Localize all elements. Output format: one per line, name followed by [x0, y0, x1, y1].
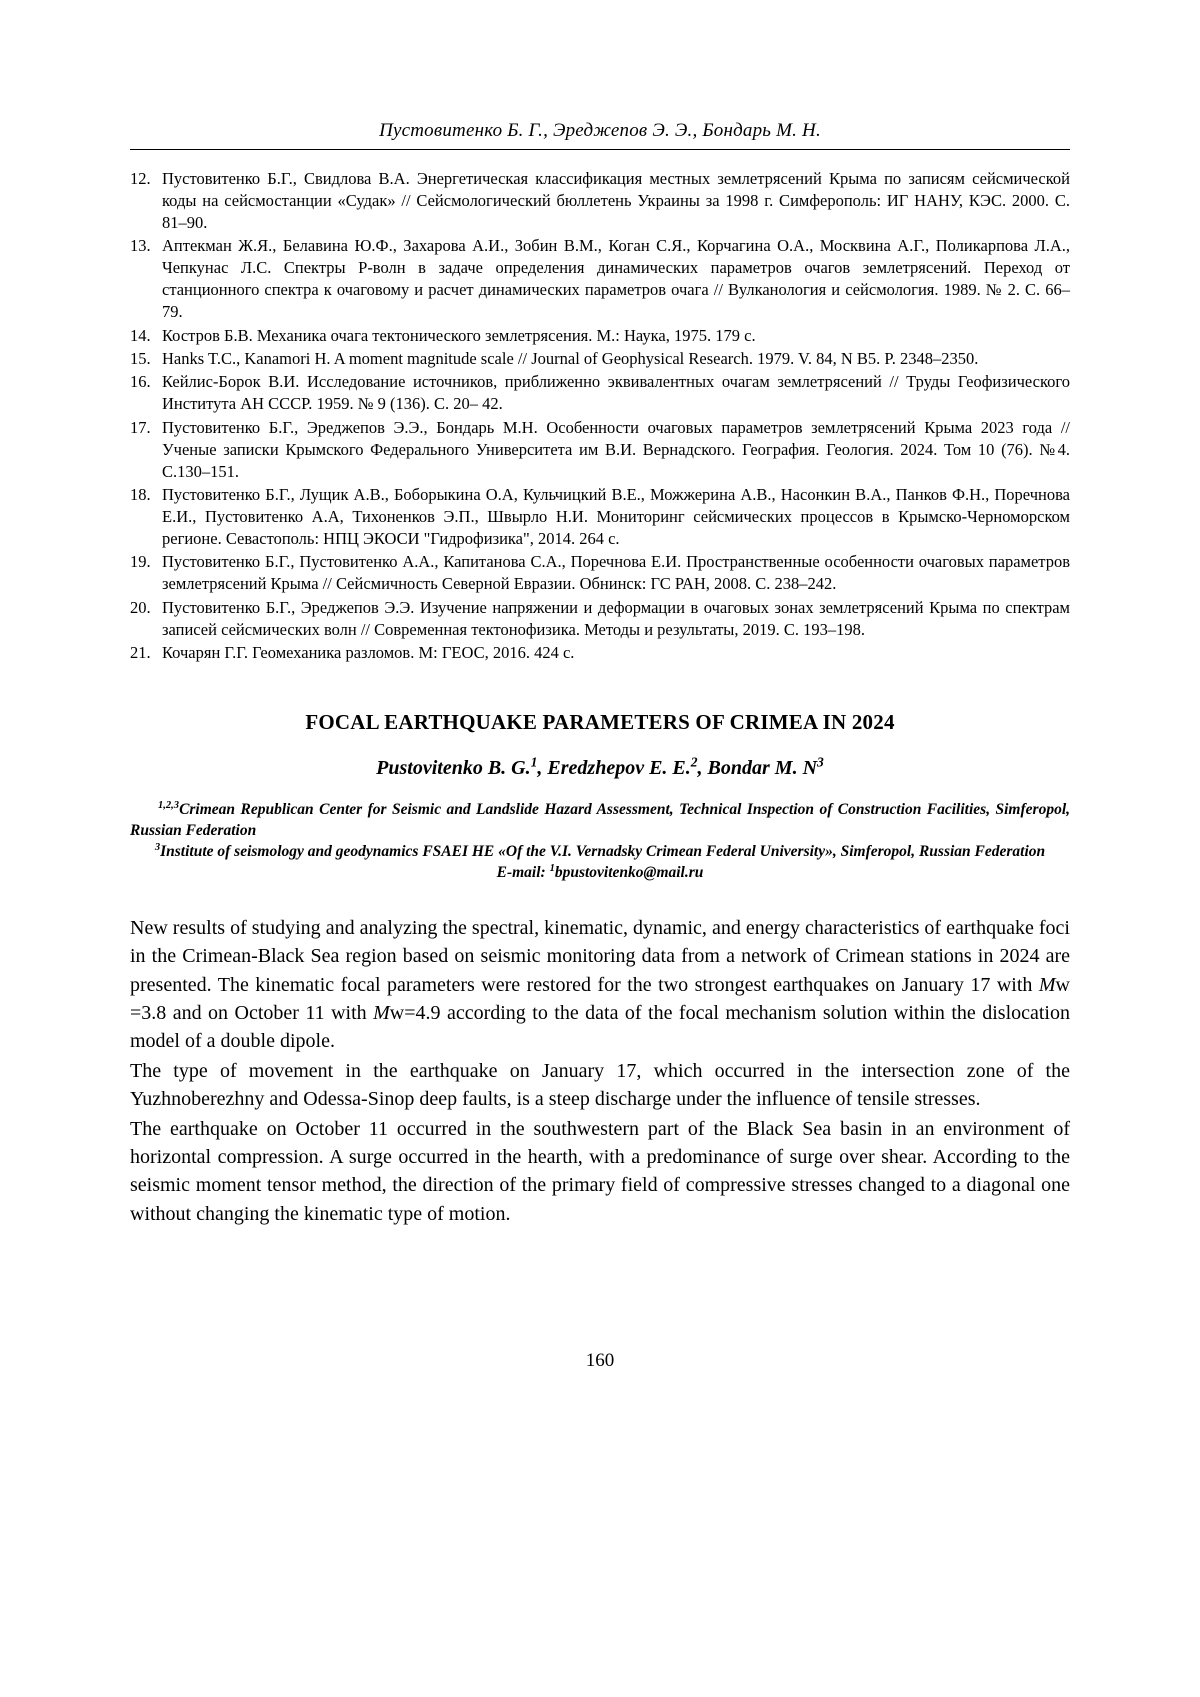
list-item [130, 168, 1070, 234]
article-title: FOCAL EARTHQUAKE PARAMETERS OF CRIMEA IN 2024 [305, 710, 895, 735]
list-item [130, 348, 1070, 370]
email-label: E-mail: [496, 863, 546, 881]
email-mark: 1 [549, 862, 555, 874]
page-number: 160 [585, 1350, 615, 1371]
reference-text: Пустовитенко Б.Г., Пустовитенко А.А., Капитанова С.А., Поречнова Е.И. Пространственные особенности очаговых параметров землетрясений Крыма // Сейсмичность Северной Евразии. Обнинск: ГС РАН, 2008. С. 238–242. [162, 552, 1070, 594]
header-divider [130, 149, 1070, 150]
reference-number: 18. [130, 485, 151, 505]
reference-number: 16. [130, 372, 151, 392]
author-name-1: Pustovitenko B. G. [376, 757, 531, 780]
reference-text: Кейлис-Борок В.И. Исследование источников, приближенно эквивалентных очагам землетрясений // Труды Геофизического Института АН СССР. 1959. № 9 (136). С. 20– 42. [162, 372, 1070, 414]
email-line [130, 863, 1070, 884]
reference-text: Hanks T.C., Kanamori H. A moment magnitude scale // Journal of Geophysical Research. 1979. V. 84, N B5. P. 2348–2350. [162, 349, 979, 368]
reference-text: Пустовитенко Б.Г., Эреджепов Э.Э. Изучение напряжении и деформации в очаговых зонах землетрясений Крыма по спектрам записей сейсмических волн // Современная тектонофизика. Методы и результаты, 2019. С. 193–198. [162, 597, 1070, 639]
reference-text: Пустовитенко Б.Г., Эреджепов Э.Э., Бондарь М.Н. Особенности очаговых параметров землетрясений Крыма 2023 года // Ученые записки Крымского Федерального Университета им В.И. Вернадского. География. Геология. 2024. Том 10 (76). №4. С.130–151. [162, 417, 1070, 481]
reference-list [130, 168, 1070, 664]
email-address: bpustovitenko@mail.ru [554, 863, 704, 881]
affiliation-1 [130, 800, 1070, 842]
author-name-3: Bondar M. N [707, 757, 818, 780]
reference-number: 20. [130, 597, 151, 617]
affiliation-1-text: Crimean Republican Center for Seismic and Landslide Hazard Assessment, Technical Inspection of Construction Facilities, Simferopol, Russian Federation [130, 801, 1070, 840]
list-item [130, 642, 1070, 664]
abstract-paragraph: The earthquake on October 11 occurred in the southwestern part of the Black Sea basin in an environment of horizontal compression. A surge occurred in the hearth, with a predominance of surge over shear. According to the seismic moment tensor method, the direction of the primary field of compressive stresses changed to a diagonal one without changing the kinematic type of motion. [130, 1117, 1070, 1225]
reference-number: 12. [130, 169, 151, 188]
list-item [130, 325, 1070, 347]
reference-number: 21. [130, 643, 151, 663]
running-head: Пустовитенко Б. Г., Эреджепов Э. Э., Бондарь М. Н. [379, 120, 821, 141]
affiliation-2-mark: 3 [154, 841, 161, 853]
author-separator-1: , [537, 757, 548, 780]
list-item [130, 597, 1070, 641]
author-mark-2: 2 [690, 754, 698, 770]
list-item [130, 417, 1070, 483]
reference-text: Костров Б.В. Механика очага тектонического землетрясения. М.: Наука, 1975. 179 с. [162, 325, 756, 345]
reference-text: Пустовитенко Б.Г., Свидлова В.А. Энергетическая классификация местных землетрясений Крыма по записям сейсмической коды на сейсмостанции «Судак» // Сейсмологический бюллетень Украины за 1998 г. Симферополь: ИГ НАНУ, КЭС. 2000. С. 81–90. [162, 169, 1070, 232]
reference-number: 13. [130, 236, 151, 256]
list-item [130, 371, 1070, 415]
reference-number: 15. [130, 349, 151, 368]
author-mark-3: 3 [817, 754, 824, 770]
list-item [130, 484, 1070, 550]
list-item [130, 235, 1070, 323]
abstract-paragraph: New results of studying and analyzing the spectral, kinematic, dynamic, and energy characteristics of earthquake foci in the Crimean-Black Sea region based on seismic monitoring data from a network of Crimean stations in 2024 are presented. The kinematic focal parameters were restored for the two strongest earthquakes on January 17 with Mw =3.8 and on October 11 with Mw=4.9 according to the data of the focal mechanism solution within the dislocation model of a double dipole. [130, 916, 1070, 1053]
abstract-paragraph: The type of movement in the earthquake on January 17, which occurred in the intersection zone of the Yuzhnoberezhny and Odessa-Sinop deep faults, is a steep discharge under the influence of tensile stresses. [130, 1059, 1070, 1111]
reference-text: Пустовитенко Б.Г., Лущик А.В., Боборыкина О.А, Кульчицкий В.Е., Можжерина А.В., Насонкин В.А., Панков Ф.Н., Поречнова Е.И., Пустовитенко А.А, Тихоненков Э.П., Швырло Н.И. Мониторинг сейсмических процессов в Крымско-Черноморском регионе. Севастополь: НПЦ ЭКОСИ "Гидрофизика", 2014. 264 с. [162, 485, 1070, 548]
author-name-2: Eredzhepov E. E. [547, 757, 691, 780]
reference-number: 19. [130, 552, 151, 572]
affiliation-2 [130, 842, 1070, 863]
author-mark-1: 1 [530, 754, 538, 770]
affiliation-2-text: Institute of seismology and geodynamics FSAEI HE «Of the V.I. Vernadsky Crimean Federal University», Simferopol, Russian Federation [160, 842, 1046, 860]
affiliations [130, 800, 1070, 884]
reference-text: Аптекман Ж.Я., Белавина Ю.Ф., Захарова А.И., Зобин В.М., Коган С.Я., Корчагина О.А., Москвина А.Г., Поликарпова Л.А., Чепкунас Л.С. Спектры Р-волн в задаче определения динамических параметров очагов землетрясений. Переход от станционного спектра к очаговому и расчет динамических параметров очага // Вулканология и сейсмология. 1989. № 2. С. 66–79. [162, 236, 1070, 322]
reference-number: 14. [130, 325, 151, 345]
reference-text: Кочарян Г.Г. Геомеханика разломов. М: ГЕОС, 2016. 424 с. [162, 643, 575, 663]
list-item [130, 551, 1070, 595]
article-authors [130, 754, 1070, 780]
abstract [130, 914, 1070, 1228]
reference-number: 17. [130, 417, 151, 437]
author-separator-2: , [697, 757, 708, 780]
affiliation-1-mark: 1,2,3 [158, 799, 180, 811]
